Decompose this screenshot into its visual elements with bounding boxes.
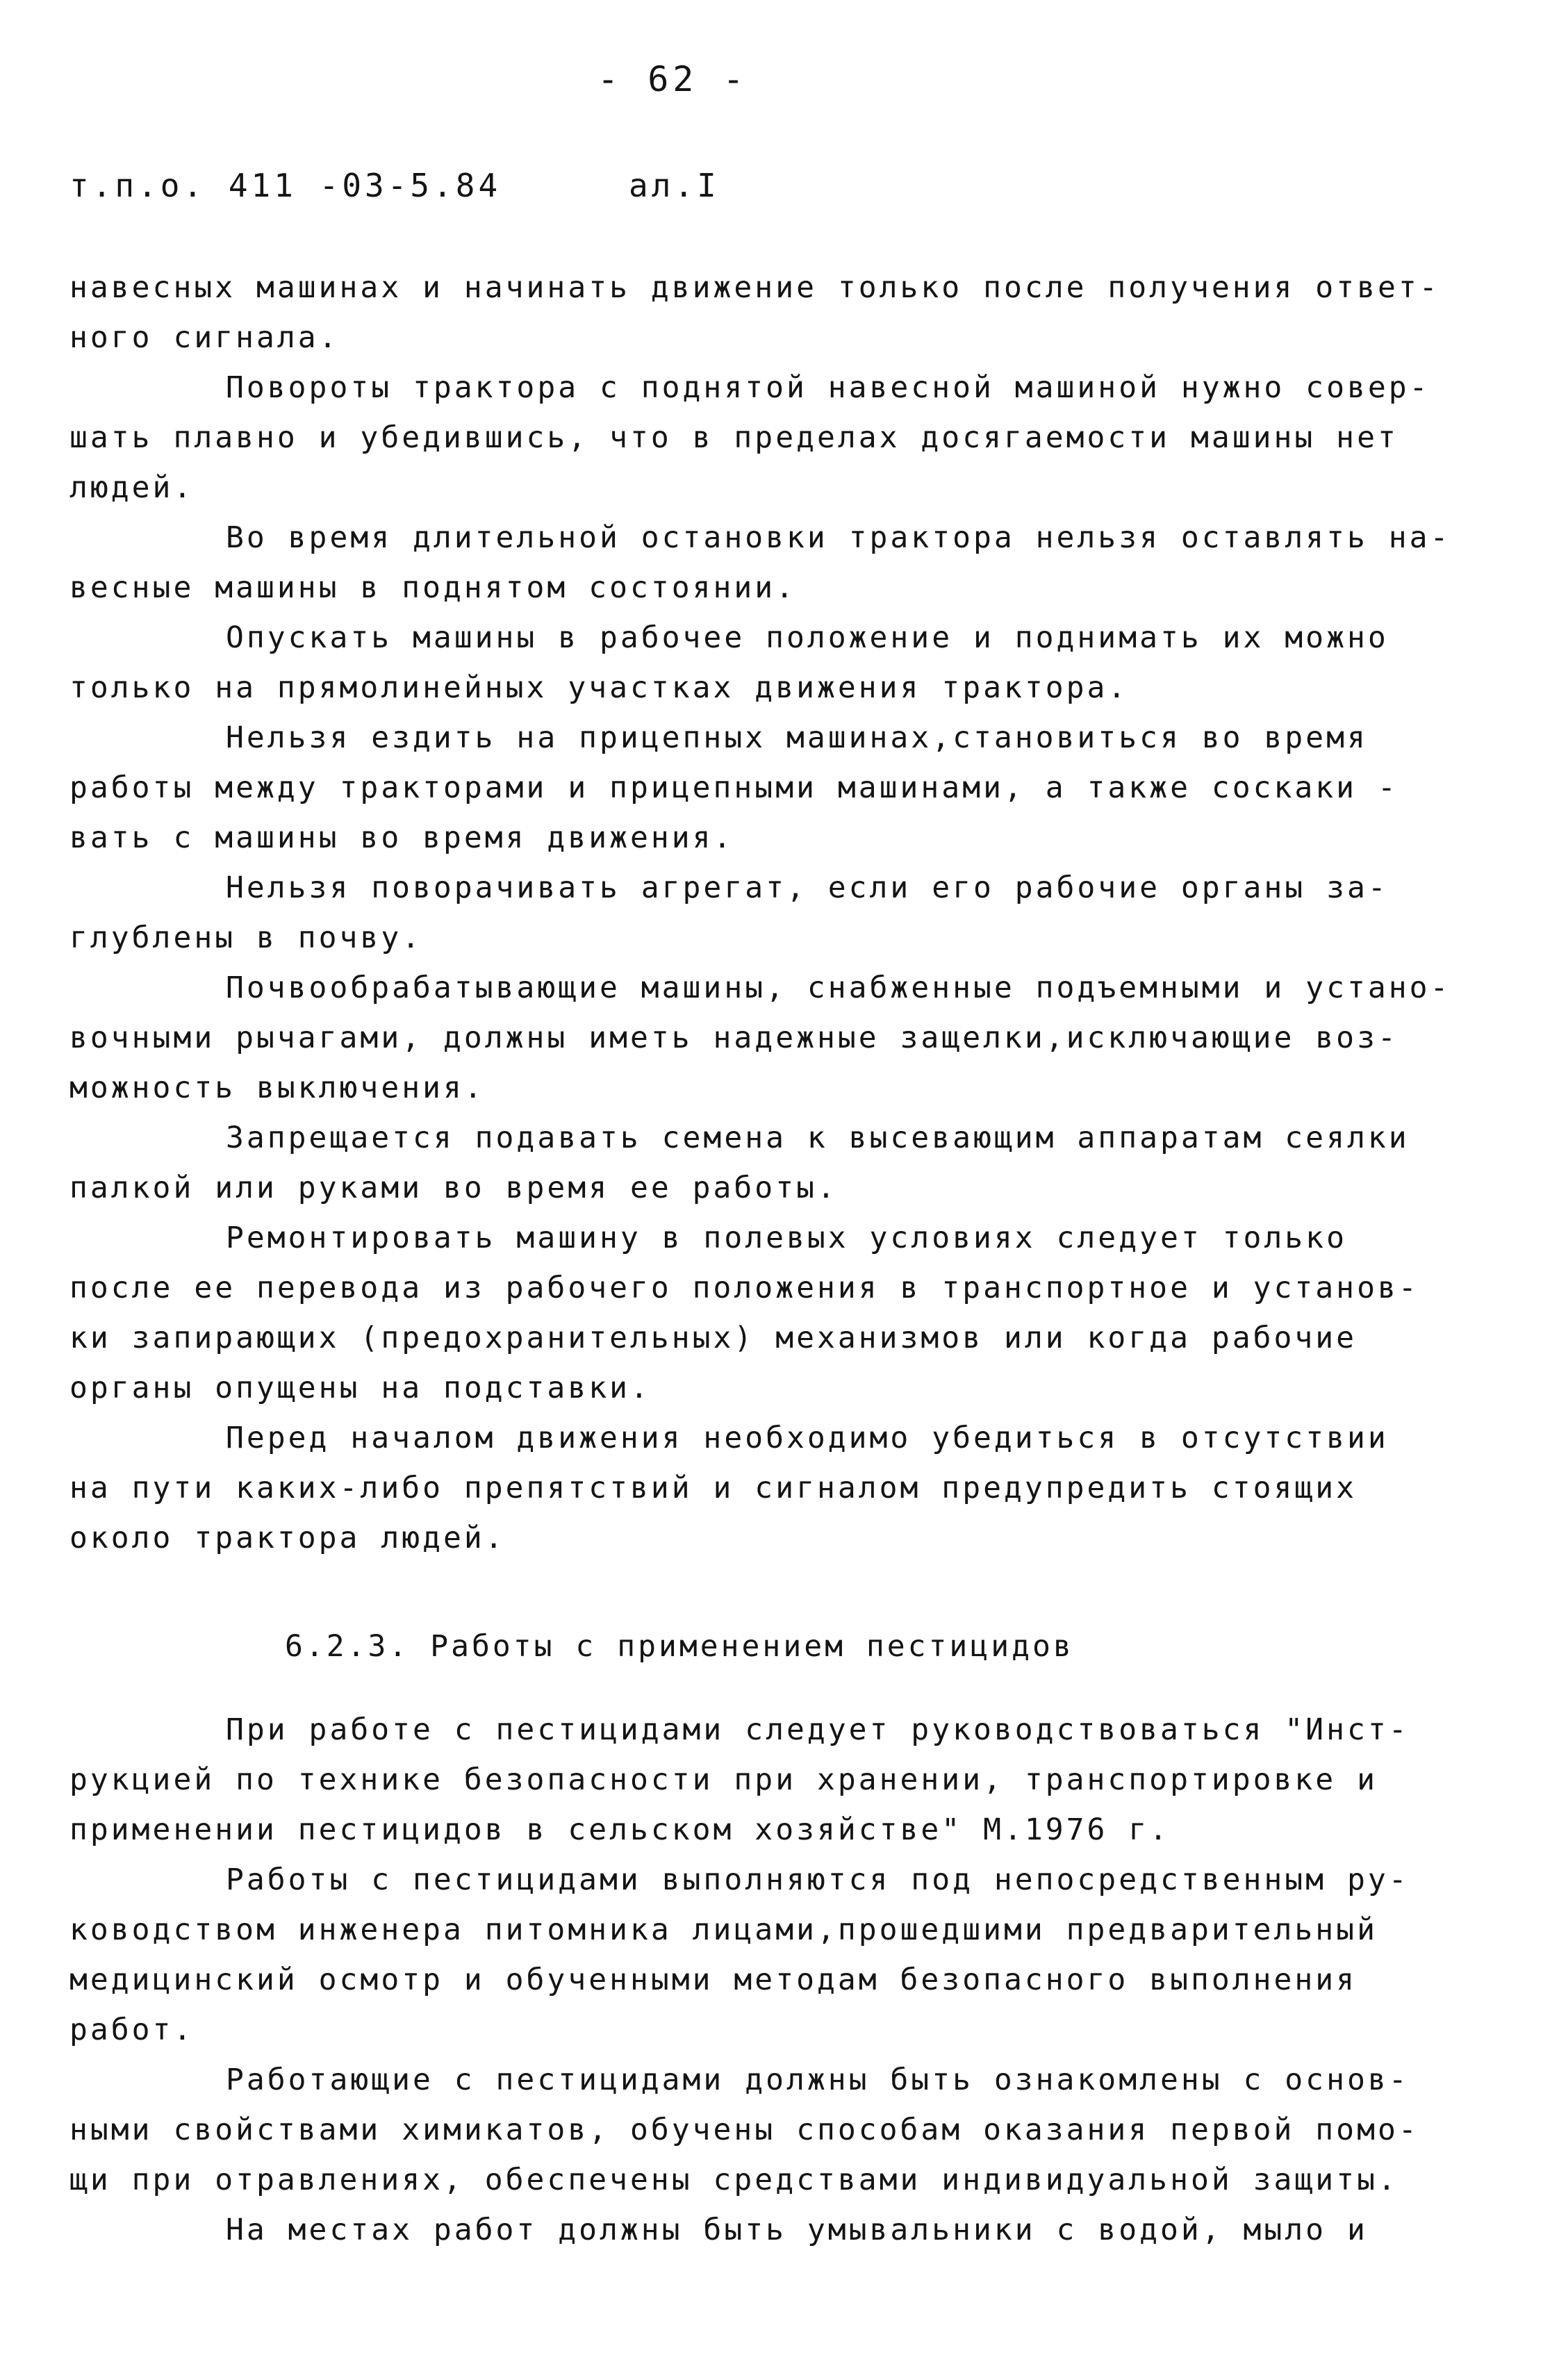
text-line: рукцией по технике безопасности при хранении, транспортировке и xyxy=(69,1762,1378,1797)
text-line: ными свойствами химикатов, обучены способам оказания первой помо- xyxy=(69,2113,1419,2147)
text-line: Повороты трактора с поднятой навесной машиной нужно совер- xyxy=(226,370,1430,405)
text-line: Нельзя ездить на прицепных машинах,становиться во время xyxy=(226,720,1368,755)
text-line: можность выключения. xyxy=(69,1071,485,1105)
text-line: около трактора людей. xyxy=(69,1521,506,1555)
text-line: Нельзя поворачивать агрегат, если его рабочие органы за- xyxy=(226,870,1389,905)
text-line: ки запирающих (предохранительных) механизмов или когда рабочие xyxy=(69,1321,1358,1355)
text-line: На местах работ должны быть умывальники с водой, мыло и xyxy=(226,2213,1368,2247)
text-line: Опускать машины в рабочее положение и поднимать их можно xyxy=(226,620,1389,655)
text-line: медицинский осмотр и обученными методам безопасного выполнения xyxy=(69,1962,1358,1997)
text-line: Работы с пестицидами выполняются под непосредственным ру- xyxy=(226,1862,1410,1897)
text-line: ководством инженера питомника лицами,прошедшими предварительный xyxy=(69,1912,1378,1947)
text-line: весные машины в поднятом состоянии. xyxy=(69,570,797,605)
text-line: Во время длительной остановки трактора нельзя оставлять на- xyxy=(226,520,1451,555)
text-line: палкой или руками во время ее работы. xyxy=(69,1171,838,1205)
text-line: шать плавно и убедившись, что в пределах досягаемости машины нет xyxy=(69,420,1399,455)
text-line: глублены в почву. xyxy=(69,920,423,955)
text-line: ного сигнала. xyxy=(69,320,340,355)
document-code: т.п.о. 411 -03-5.84 xyxy=(69,167,502,204)
page-number: - 62 - xyxy=(597,59,748,99)
text-line: на пути каких-либо препятствий и сигналом предупредить стоящих xyxy=(69,1471,1358,1505)
text-line: органы опущены на подставки. xyxy=(69,1371,651,1405)
text-line: вочными рычагами, должны иметь надежные защелки,исключающие воз- xyxy=(69,1020,1399,1055)
text-line: работы между тракторами и прицепными машинами, а также соскаки - xyxy=(69,770,1399,805)
text-line: вать с машины во время движения. xyxy=(69,820,734,855)
text-line: навесных машинах и начинать движение только после получения ответ- xyxy=(69,270,1440,305)
text-line: только на прямолинейных участках движения трактора. xyxy=(69,670,1129,705)
text-line: Перед началом движения необходимо убедиться в отсутствии xyxy=(226,1421,1389,1455)
text-line: после ее перевода из рабочего положения в транспортное и установ- xyxy=(69,1271,1419,1305)
text-line: работ. xyxy=(69,2013,195,2047)
sheet-label: ал.I xyxy=(629,167,720,204)
text-line: применении пестицидов в сельском хозяйстве" М.1976 г. xyxy=(69,1812,1171,1847)
text-line: Почвообрабатывающие машины, снабженные подъемными и устано- xyxy=(226,970,1451,1005)
text-line: Работающие с пестицидами должны быть ознакомлены с основ- xyxy=(226,2063,1410,2097)
text-line: При работе с пестицидами следует руководствоваться "Инст- xyxy=(226,1712,1410,1747)
section-heading: 6.2.3. Работы с применением пестицидов xyxy=(285,1629,1074,1664)
text-line: людей. xyxy=(69,470,195,505)
document-body xyxy=(69,263,1501,2255)
spacer xyxy=(69,1563,1501,1621)
text-line: щи при отравлениях, обеспечены средствами индивидуальной защиты. xyxy=(69,2163,1399,2197)
spacer xyxy=(69,1671,1501,1705)
text-line: Запрещается подавать семена к высевающим аппаратам сеялки xyxy=(226,1121,1410,1155)
text-line: Ремонтировать машину в полевых условиях следует только xyxy=(226,1221,1347,1255)
